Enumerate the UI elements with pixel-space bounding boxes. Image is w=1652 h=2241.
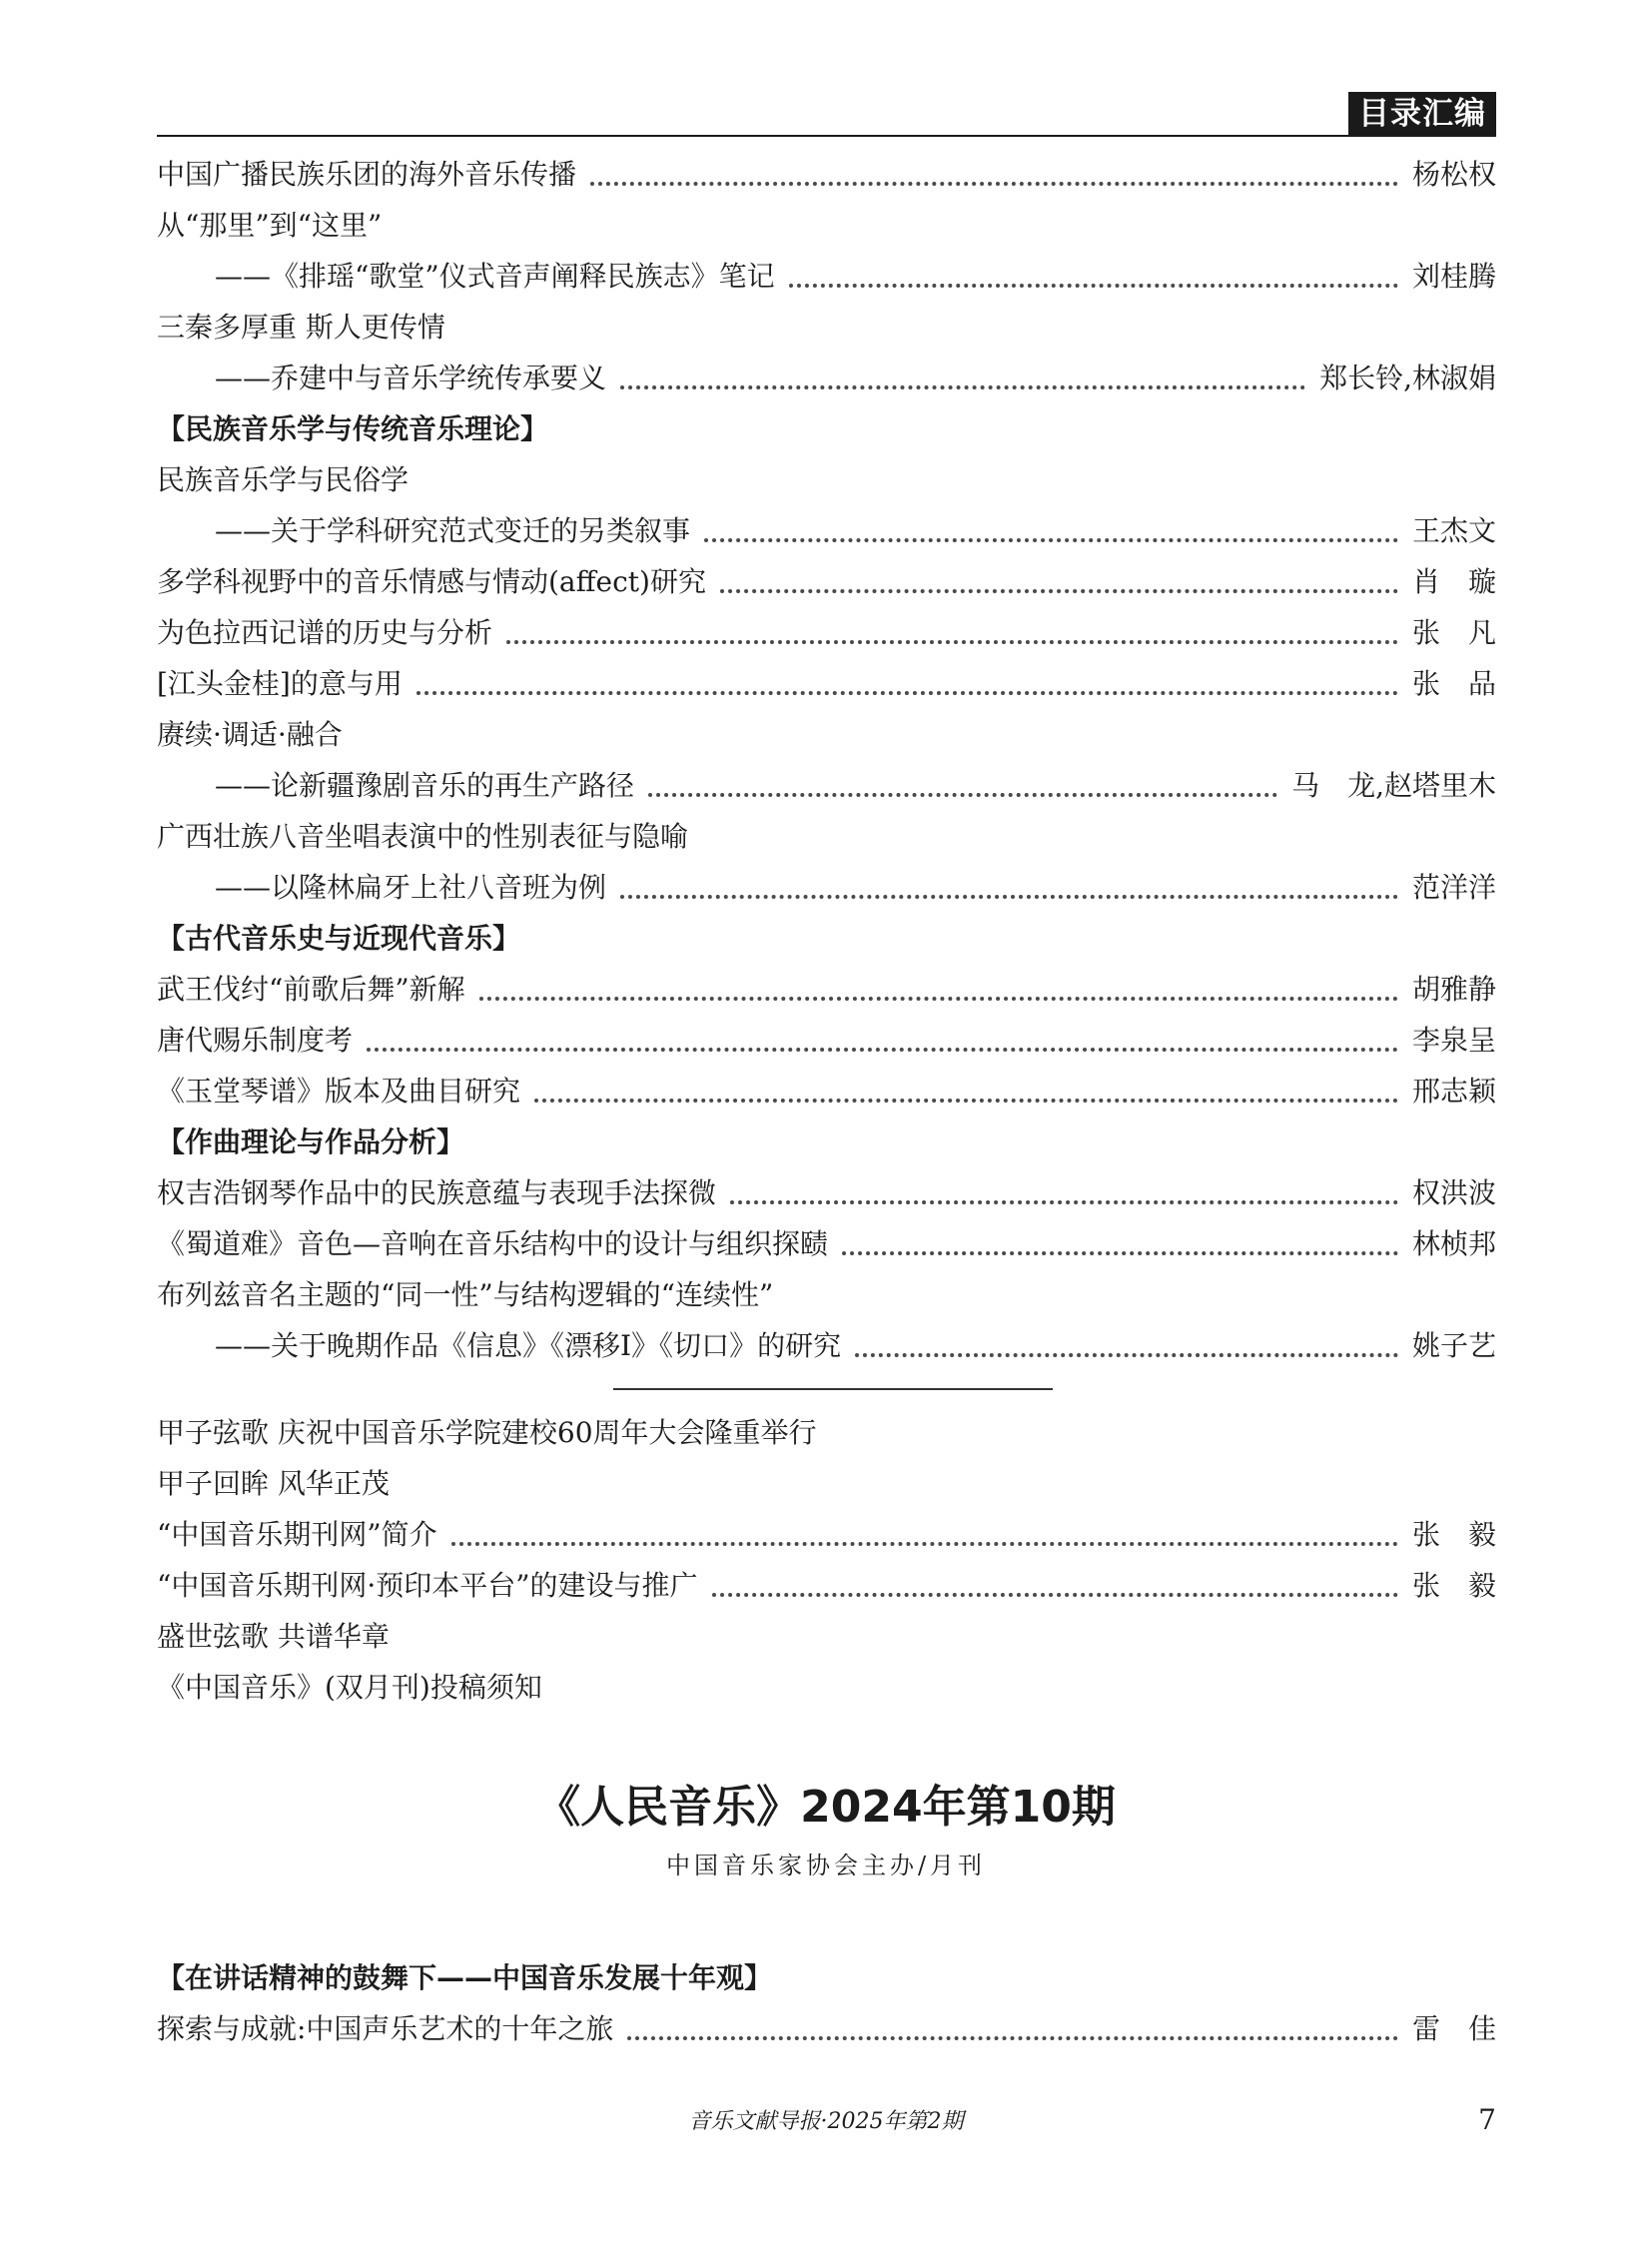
dot-leader bbox=[704, 538, 1398, 542]
toc-title: “中国音乐期刊网·预印本平台”的建设与推广 bbox=[157, 1569, 698, 1602]
toc-entry bbox=[157, 760, 1496, 811]
toc-title-line bbox=[157, 1407, 1496, 1458]
section-tag: 目录汇编 bbox=[1348, 92, 1496, 136]
table-of-contents-2 bbox=[157, 1952, 1496, 2054]
dot-leader bbox=[712, 1593, 1398, 1597]
header-rule bbox=[157, 135, 1496, 137]
toc-title: ——乔建中与音乐学统传承要义 bbox=[215, 362, 607, 394]
toc-title: 赓续·调适·融合 bbox=[157, 718, 343, 751]
toc-author: 刘桂腾 bbox=[1411, 260, 1496, 293]
dot-leader bbox=[506, 640, 1398, 644]
section-heading: 【古代音乐史与近现代音乐】 bbox=[157, 922, 521, 955]
dot-leader bbox=[842, 1251, 1398, 1255]
toc-title: ——论新疆豫剧音乐的再生产路径 bbox=[215, 769, 635, 802]
toc-author: 邢志颖 bbox=[1411, 1075, 1496, 1108]
toc-author: 雷 佳 bbox=[1411, 2012, 1496, 2045]
toc-title: 甲子回眸 风华正茂 bbox=[157, 1467, 390, 1500]
toc-title: ——关于学科研究范式变迁的另类叙事 bbox=[215, 514, 691, 547]
toc-entry bbox=[157, 2003, 1496, 2054]
dot-leader bbox=[620, 895, 1398, 899]
toc-author: 林桢邦 bbox=[1411, 1227, 1496, 1260]
section-heading: 【民族音乐学与传统音乐理论】 bbox=[157, 412, 549, 445]
toc-entry bbox=[157, 1320, 1496, 1371]
toc-title-line bbox=[157, 302, 1496, 353]
toc-title: 布列兹音名主题的“同一性”与结构逻辑的“连续性” bbox=[157, 1278, 774, 1311]
dot-leader bbox=[590, 182, 1398, 186]
dot-leader bbox=[534, 1099, 1398, 1103]
footer-publication: 音乐文献导报·2025年第2期 bbox=[688, 2109, 964, 2134]
toc-title-line bbox=[157, 1458, 1496, 1509]
toc-author: 权洪波 bbox=[1411, 1176, 1496, 1209]
toc-entry bbox=[157, 1218, 1496, 1269]
toc-author: 肖 璇 bbox=[1411, 565, 1496, 598]
toc-entry bbox=[157, 1509, 1496, 1560]
toc-entry bbox=[157, 505, 1496, 556]
toc-title: 中国广播民族乐团的海外音乐传播 bbox=[157, 158, 577, 191]
toc-author: 姚子艺 bbox=[1411, 1329, 1496, 1362]
toc-entry bbox=[157, 607, 1496, 658]
toc-title-line bbox=[157, 454, 1496, 505]
toc-title: 广西壮族八音坐唱表演中的性别表征与隐喻 bbox=[157, 820, 689, 853]
toc-author: 王杰文 bbox=[1411, 514, 1496, 547]
toc-title: 唐代赐乐制度考 bbox=[157, 1024, 354, 1057]
journal-subtitle: 中国音乐家协会主办/月刊 bbox=[665, 1852, 987, 1879]
toc-title: 三秦多厚重 斯人更传情 bbox=[157, 311, 445, 344]
toc-author: 胡雅静 bbox=[1411, 973, 1496, 1006]
toc-entry bbox=[157, 1167, 1496, 1218]
toc-title: [江头金桂]的意与用 bbox=[157, 667, 403, 700]
dot-leader bbox=[479, 997, 1398, 1001]
toc-author: 郑长铃,林淑娟 bbox=[1319, 362, 1496, 394]
toc-author: 范洋洋 bbox=[1411, 871, 1496, 904]
toc-entry bbox=[157, 556, 1496, 607]
dot-leader bbox=[648, 793, 1277, 797]
toc-entry bbox=[157, 862, 1496, 913]
toc-entry bbox=[157, 251, 1496, 302]
toc-author: 张 凡 bbox=[1411, 616, 1496, 649]
toc-author: 李泉呈 bbox=[1411, 1024, 1496, 1057]
toc-title: 武王伐纣“前歌后舞”新解 bbox=[157, 973, 465, 1006]
toc-title: 为色拉西记谱的历史与分析 bbox=[157, 616, 493, 649]
journal-title: 《人民音乐》2024年第10期 bbox=[536, 1782, 1116, 1833]
toc-author: 张 毅 bbox=[1411, 1569, 1496, 1602]
dot-leader bbox=[451, 1542, 1398, 1546]
toc-title: 探索与成就:中国声乐艺术的十年之旅 bbox=[157, 2012, 614, 2045]
toc-title: 民族音乐学与民俗学 bbox=[157, 463, 410, 496]
dot-leader bbox=[627, 2036, 1398, 2040]
toc-entry bbox=[157, 658, 1496, 709]
section-heading: 【在讲话精神的鼓舞下——中国音乐发展十年观】 bbox=[157, 1961, 773, 1994]
section-heading: 【作曲理论与作品分析】 bbox=[157, 1125, 465, 1158]
toc-author: 张 毅 bbox=[1411, 1518, 1496, 1551]
dot-leader bbox=[620, 385, 1305, 389]
toc-title-line bbox=[157, 1269, 1496, 1320]
toc-title: 甲子弦歌 庆祝中国音乐学院建校60周年大会隆重举行 bbox=[157, 1416, 817, 1449]
toc-author: 杨松权 bbox=[1411, 158, 1496, 191]
toc-title: ——《排瑶“歌堂”仪式音声阐释民族志》笔记 bbox=[215, 260, 775, 293]
dot-leader bbox=[367, 1048, 1398, 1052]
toc-entry bbox=[157, 149, 1496, 200]
toc-author: 马 龙,赵塔里木 bbox=[1291, 769, 1496, 802]
toc-entry bbox=[157, 1560, 1496, 1611]
dot-leader bbox=[720, 589, 1398, 593]
dot-leader bbox=[416, 691, 1398, 695]
page-number: 7 bbox=[1478, 2103, 1496, 2136]
toc-title-line bbox=[157, 709, 1496, 760]
toc-title: ——以隆林扁牙上社八音班为例 bbox=[215, 871, 607, 904]
toc-title: “中国音乐期刊网”简介 bbox=[157, 1518, 437, 1551]
dot-leader bbox=[789, 284, 1398, 288]
dot-leader bbox=[730, 1200, 1398, 1204]
toc-title: 《中国音乐》(双月刊)投稿须知 bbox=[157, 1671, 542, 1704]
toc-entry bbox=[157, 964, 1496, 1015]
toc-author: 张 品 bbox=[1411, 667, 1496, 700]
toc-title-line bbox=[157, 811, 1496, 862]
separator-rule bbox=[157, 1371, 1496, 1407]
dot-leader bbox=[855, 1353, 1398, 1357]
toc-title: 权吉浩钢琴作品中的民族意蕴与表现手法探微 bbox=[157, 1176, 717, 1209]
toc-title: 《玉堂琴谱》版本及曲目研究 bbox=[157, 1075, 521, 1108]
toc-title-line bbox=[157, 200, 1496, 251]
toc-title-line bbox=[157, 1662, 1496, 1713]
toc-title: 《蜀道难》音色—音响在音乐结构中的设计与组织探赜 bbox=[157, 1227, 829, 1260]
toc-title: 多学科视野中的音乐情感与情动(affect)研究 bbox=[157, 565, 706, 598]
toc-title: ——关于晚期作品《信息》《漂移Ⅰ》《切口》的研究 bbox=[215, 1329, 842, 1362]
toc-title: 从“那里”到“这里” bbox=[157, 209, 383, 242]
toc-entry bbox=[157, 1015, 1496, 1066]
toc-entry bbox=[157, 353, 1496, 403]
table-of-contents bbox=[157, 149, 1496, 1713]
toc-title: 盛世弦歌 共谱华章 bbox=[157, 1620, 390, 1653]
toc-entry bbox=[157, 1066, 1496, 1117]
toc-title-line bbox=[157, 1611, 1496, 1662]
